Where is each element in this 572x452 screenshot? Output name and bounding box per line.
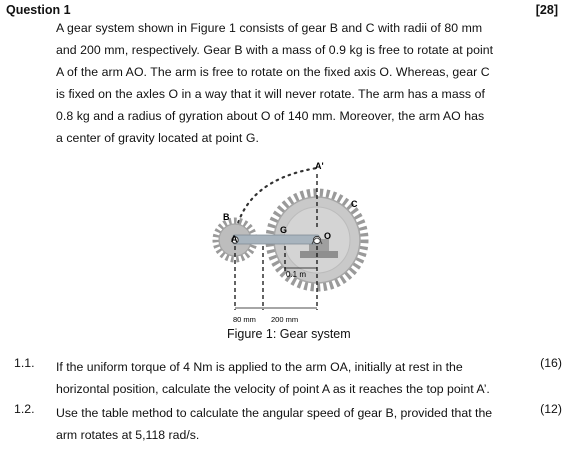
- gear-c-base: [300, 251, 338, 258]
- subquestion-1-2: [14, 402, 564, 446]
- subquestion-text: [56, 402, 526, 446]
- intro-line: A of the arm AO. The arm is free to rotate on the fixed axis O. Whereas, gear C: [56, 65, 490, 79]
- subquestion-line: Use the table method to calculate the angular speed of gear B, provided that the: [56, 406, 493, 420]
- figure-caption: Figure 1: Gear system: [227, 327, 351, 341]
- subquestion-text: [56, 356, 526, 400]
- question-total-marks: [28]: [535, 3, 558, 17]
- question-title: Question 1: [6, 3, 71, 17]
- gear-system-drawing: [205, 160, 380, 330]
- subquestion-number: 1.1.: [14, 356, 35, 370]
- intro-line: and 200 mm, respectively. Gear B with a mass of 0.9 kg is free to rotate at point: [56, 43, 494, 57]
- arm-ao: [233, 235, 319, 244]
- intro-line: a center of gravity located at point G.: [56, 131, 259, 145]
- intro-line: is fixed on the axles O in a way that it will never rotate. The arm has a mass of: [56, 87, 485, 101]
- subquestion-line: arm rotates at 5,118 rad/s.: [56, 428, 200, 442]
- label-o: O: [324, 231, 332, 241]
- label-dim-rb: 80 mm: [233, 315, 256, 324]
- intro-line: A gear system shown in Figure 1 consists of gear B and C with radii of 80 mm: [56, 21, 483, 35]
- subquestion-line: horizontal position, calculate the velocity of point A as it reaches the top point A’.: [56, 382, 490, 396]
- gear-system-figure: [205, 160, 380, 330]
- question-intro: [56, 17, 526, 149]
- subquestion-1-1: [14, 356, 564, 400]
- label-a: A: [231, 234, 238, 244]
- subquestion-marks: (12): [540, 402, 562, 416]
- subquestion-marks: (16): [540, 356, 562, 370]
- subquestion-line: If the uniform torque of 4 Nm is applied to the arm OA, initially at rest in the: [56, 360, 463, 374]
- label-c: C: [351, 199, 358, 209]
- label-g: G: [280, 225, 288, 235]
- intro-line: 0.8 kg and a radius of gyration about O of 140 mm. Moreover, the arm AO has: [56, 109, 485, 123]
- label-dim-rc: 200 mm: [271, 315, 299, 324]
- subquestion-number: 1.2.: [14, 402, 35, 416]
- label-a-prime: A': [315, 161, 324, 171]
- label-b: B: [223, 212, 230, 222]
- label-dim-arm: 0.1 m: [286, 270, 307, 279]
